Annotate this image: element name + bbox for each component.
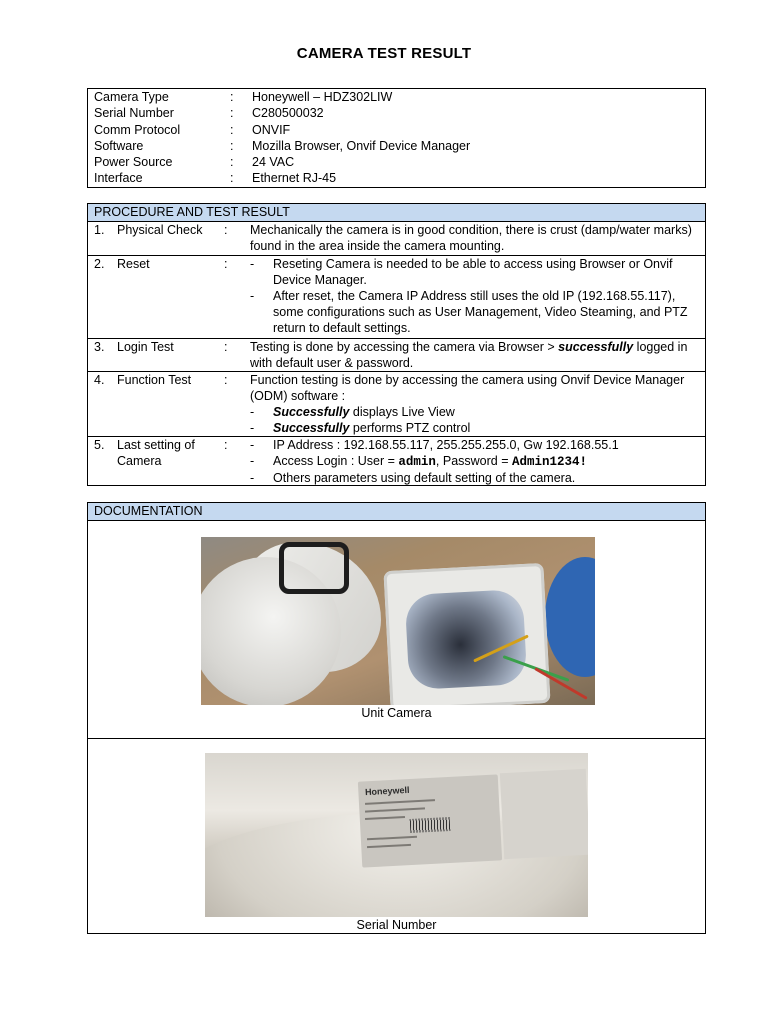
login-password-value: Admin1234! <box>512 455 588 469</box>
row-colon: : <box>224 373 228 387</box>
desc-text: , Password = <box>435 454 512 468</box>
info-row-comm-protocol <box>94 122 699 138</box>
bullet-dash: - <box>250 289 255 303</box>
row-number: 1. <box>94 223 105 237</box>
info-key: Software <box>94 138 144 153</box>
desc-text: Access Login : User = <box>273 454 399 468</box>
procedure-row-reset <box>88 256 705 339</box>
procedure-row-last-setting <box>88 437 705 487</box>
info-key: Comm Protocol <box>94 122 181 137</box>
info-value: Mozilla Browser, Onvif Device Manager <box>252 138 471 153</box>
bullet-text: After reset, the Camera IP Address still uses the old IP (192.168.55.117), some configurations such as User Management, Video Steaming, and PTZ return to default settings. <box>273 289 688 335</box>
bullet-dash: - <box>250 257 255 271</box>
row-description <box>250 339 705 371</box>
row-name: Physical Check <box>117 223 203 237</box>
bullet-dash: - <box>250 454 255 468</box>
info-colon: : <box>230 155 234 170</box>
bullet-item <box>250 288 697 336</box>
row-name: Last setting of Camera <box>117 438 195 468</box>
info-key: Camera Type <box>94 90 169 104</box>
documentation-heading: DOCUMENTATION <box>88 503 705 521</box>
bullet-dash: - <box>250 438 255 452</box>
info-row-serial-number <box>94 105 699 121</box>
bullet-item <box>250 437 697 453</box>
info-key: Serial Number <box>94 106 174 121</box>
info-value: ONVIF <box>252 122 291 137</box>
row-colon: : <box>224 223 228 237</box>
info-row-interface <box>94 170 699 186</box>
info-value: Ethernet RJ-45 <box>252 171 337 186</box>
bullet-text: Reseting Camera is needed to be able to access using Browser or Onvif Device Manager. <box>273 257 673 287</box>
bullet-text <box>273 453 697 470</box>
row-number: 5. <box>94 438 105 452</box>
bullet-text <box>273 420 697 436</box>
documentation-table <box>87 502 706 934</box>
row-description <box>250 437 705 487</box>
row-number: 4. <box>94 373 105 387</box>
desc-text: displays Live View <box>349 405 455 419</box>
barcode-icon <box>410 817 451 833</box>
desc-text: performs PTZ control <box>349 421 471 435</box>
row-name: Function Test <box>117 373 192 387</box>
desc-text: Testing is done by accessing the camera via Browser > <box>250 340 559 354</box>
photo-element <box>405 589 528 690</box>
info-colon: : <box>230 90 234 104</box>
bullet-text: Others parameters using default setting of the camera. <box>273 471 576 485</box>
info-value: 24 VAC <box>252 155 295 170</box>
bullet-text: IP Address : 192.168.55.117, 255.255.255.0, Gw 192.168.55.1 <box>273 438 619 452</box>
bullet-item <box>250 470 697 486</box>
info-key: Interface <box>94 171 143 186</box>
bullet-dash: - <box>250 421 255 435</box>
bullet-dash: - <box>250 405 255 419</box>
login-user-value: admin <box>398 455 436 469</box>
photo-element <box>545 557 595 677</box>
row-number: 3. <box>94 340 105 354</box>
row-number: 2. <box>94 257 105 271</box>
page-title: CAMERA TEST RESULT <box>296 45 472 62</box>
info-row-camera-type <box>94 89 699 105</box>
procedure-row-physical-check <box>88 222 705 256</box>
row-description <box>250 372 705 436</box>
info-row-software <box>94 138 699 154</box>
camera-info-table <box>87 88 706 188</box>
row-name: Login Test <box>117 340 174 354</box>
bullet-dash: - <box>250 471 255 485</box>
bullet-item <box>250 256 697 288</box>
procedure-row-login-test <box>88 339 705 372</box>
documentation-cell-serial-number <box>88 739 705 934</box>
info-colon: : <box>230 106 234 121</box>
photo-element <box>500 769 588 859</box>
bullet-item <box>250 453 697 470</box>
desc-text: logged in with default user & password. <box>250 340 688 370</box>
info-key: Power Source <box>94 155 173 170</box>
serial-number-photo <box>205 753 588 917</box>
photo-caption: Serial Number <box>356 918 437 932</box>
info-value: Honeywell – HDZ302LIW <box>252 90 393 104</box>
row-description <box>250 256 705 338</box>
row-name: Reset <box>117 257 150 271</box>
procedure-table <box>87 203 706 486</box>
desc-emphasis: successfully <box>558 340 634 354</box>
procedure-row-function-test <box>88 372 705 437</box>
photo-element <box>279 542 349 594</box>
info-colon: : <box>230 122 234 137</box>
desc-text: Function testing is done by accessing the camera using Onvif Device Manager (ODM) software : <box>250 373 685 403</box>
procedure-heading: PROCEDURE AND TEST RESULT <box>88 204 705 222</box>
row-colon: : <box>224 257 228 271</box>
row-colon: : <box>224 438 228 452</box>
desc-emphasis: Successfully <box>273 421 350 435</box>
row-colon: : <box>224 340 228 354</box>
info-value: C280500032 <box>252 106 324 121</box>
unit-camera-photo <box>201 537 595 705</box>
info-row-power-source <box>94 154 699 170</box>
documentation-cell-unit-camera <box>88 521 705 739</box>
bullet-item <box>250 404 697 420</box>
photo-caption: Unit Camera <box>361 706 432 720</box>
bullet-text <box>273 404 697 420</box>
row-description: Mechanically the camera is in good condition, there is crust (damp/water marks) found in the area inside the camera mounting. <box>250 223 692 253</box>
bullet-item <box>250 420 697 436</box>
label-brand-text: Honeywell <box>364 784 410 798</box>
info-colon: : <box>230 171 234 186</box>
info-colon: : <box>230 138 234 153</box>
desc-emphasis: Successfully <box>273 405 350 419</box>
